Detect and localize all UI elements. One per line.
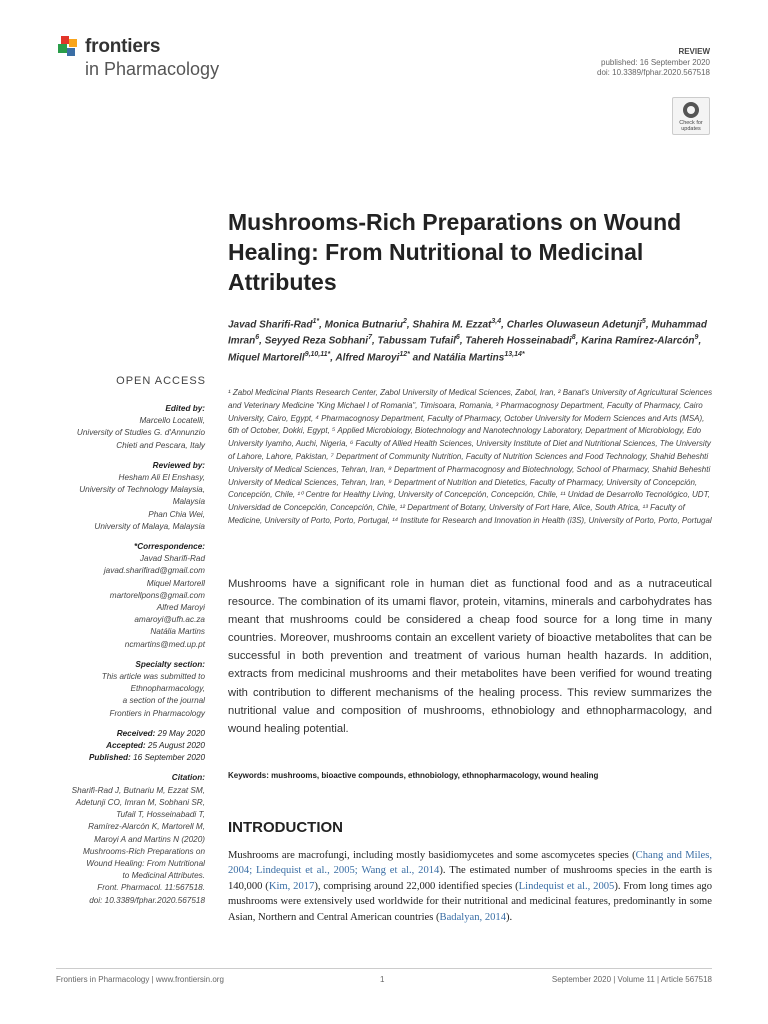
sidebar-line: University of Technology Malaysia, xyxy=(79,485,205,495)
footer-issue-info: September 2020 | Volume 11 | Article 567518 xyxy=(551,975,712,984)
author-name[interactable]: Monica Butnariu xyxy=(324,319,404,331)
check-updates-icon xyxy=(683,102,699,118)
citation-link[interactable]: Chang and Miles, 2004; Lindequist et al., 2005; Wang et al., 2014 xyxy=(228,850,712,877)
sidebar-line: Miquel Martorell xyxy=(146,578,205,588)
edited-by-list xyxy=(30,415,205,452)
author-name[interactable]: Miquel Martorell xyxy=(228,351,305,363)
keywords: Keywords: mushrooms, bioactive compounds, ethnobiology, ethnopharmacology, wound healing xyxy=(228,771,599,780)
correspondence-list xyxy=(30,553,205,651)
sidebar-line: Front. Pharmacol. 11:567518. xyxy=(97,883,205,893)
author-affiliation-mark: 5 xyxy=(641,318,646,325)
sidebar-line: Adetunji CO, Imran M, Sobhani SR, xyxy=(75,797,205,807)
article-doi: doi: 10.3389/fphar.2020.567518 xyxy=(597,68,710,77)
sidebar-line: martorellpons@gmail.com xyxy=(109,590,205,600)
author-name[interactable]: Seyyed Reza Sobhani xyxy=(264,335,369,347)
sidebar-line: Tufail T, Hosseinabadi T, xyxy=(116,810,205,820)
date-line xyxy=(30,728,205,740)
author-affiliation-mark: 3,4 xyxy=(491,318,502,325)
date-value: 29 May 2020 xyxy=(155,728,205,738)
section-heading-introduction: INTRODUCTION xyxy=(228,819,343,836)
sidebar-line: Frontiers in Pharmacology xyxy=(109,708,205,718)
citation-link[interactable]: Lindequist et al., 2005 xyxy=(518,880,615,892)
journal-name-line1: frontiers xyxy=(85,36,161,57)
sidebar-line: Chieti and Pescara, Italy xyxy=(116,440,205,450)
sidebar-line: University of Studies G. d'Annunzio xyxy=(76,428,205,438)
specialty-section-list xyxy=(30,671,205,720)
article-sidebar xyxy=(30,403,205,907)
author-name[interactable]: Charles Oluwaseun Adetunji xyxy=(506,319,642,331)
reviewed-by-label: Reviewed by: xyxy=(152,460,205,470)
author-affiliation-mark: 6 xyxy=(455,334,460,342)
intro-text: ). xyxy=(506,911,513,923)
author-name[interactable]: Muhammad Imran xyxy=(228,319,707,347)
sidebar-line: a section of the journal xyxy=(122,696,205,706)
sidebar-line: Javad Sharifi-Rad xyxy=(139,554,205,564)
date-value: 16 September 2020 xyxy=(130,753,205,763)
author-name[interactable]: Tabussam Tufail xyxy=(377,335,456,347)
date-line xyxy=(30,740,205,752)
author-name[interactable]: Shahira M. Ezzat xyxy=(412,319,492,331)
author-affiliation-mark: 6 xyxy=(255,334,260,342)
journal-logo[interactable] xyxy=(58,36,248,82)
date-label: Published: xyxy=(88,753,131,763)
reviewed-by-list xyxy=(30,472,205,533)
intro-text: ). The estimated number of mushrooms species in the earth is 140,000 ( xyxy=(228,865,712,892)
abstract: Mushrooms have a significant role in human diet as functional food and as a nutraceutical resource. The combination of its umami flavor, protein, vitamins, minerals and carbohydrates has meant that mushrooms could be considered a cheap food source for a long time in many countries. Moreover, mushrooms contain an excellent variety of bioactive metabolites that can be successful in both prevention and treatment of various human health hazards. In addition, extracts from medicinal mushrooms and their metabolites have been verified for wound treating with contribution to different mechanisms of the healing process. This review summarizes the nutritional value and composition of mushrooms, ethnobiology and ethnopharmacology, and wound healing potential. xyxy=(228,578,712,735)
author-affiliation-mark: 12* xyxy=(399,350,410,358)
author-affiliation-mark: 2 xyxy=(403,318,407,325)
sidebar-line: Ethnopharmacology, xyxy=(130,684,205,694)
author-name[interactable]: Alfred Maroyi xyxy=(335,351,400,363)
author-affiliation-mark: 9 xyxy=(694,334,699,342)
edited-by-label: Edited by: xyxy=(165,404,205,413)
author-affiliation-mark: 9,10,11* xyxy=(304,350,331,358)
sidebar-line: doi: 10.3389/fphar.2020.567518 xyxy=(89,895,205,905)
date-label: Accepted: xyxy=(106,741,146,751)
sidebar-line: Hesham Ali El Enshasy, xyxy=(118,473,205,483)
citation-link[interactable]: Kim, 2017 xyxy=(268,880,315,892)
author-affiliation-mark: 8 xyxy=(571,334,576,342)
author-affiliation-mark: 13,14* xyxy=(504,350,525,358)
date-label: Received: xyxy=(116,728,156,738)
footer-divider xyxy=(56,968,712,969)
sidebar-line: to Medicinal Attributes. xyxy=(122,871,205,881)
introduction-paragraph xyxy=(228,848,712,925)
intro-text: ). From long times ago mushrooms were extensively used worldwide for their nutritional and medicinal features, predominantly in some Asian, Northern and Central American countries ( xyxy=(228,880,713,923)
article-type: REVIEW xyxy=(678,47,710,56)
article-dates xyxy=(30,728,205,765)
footer-journal-link[interactable]: Frontiers in Pharmacology | www.frontiersin.org xyxy=(56,975,224,984)
author-name[interactable]: Tahereh Hosseinabadi xyxy=(465,335,572,347)
page-number: 1 xyxy=(380,975,385,984)
author-name[interactable]: Javad Sharifi-Rad xyxy=(228,319,313,331)
sidebar-line: Ramírez-Alarcón K, Martorell M, xyxy=(88,822,205,832)
author-name[interactable]: Karina Ramírez-Alarcón xyxy=(581,335,695,347)
citation-label: Citation: xyxy=(171,773,205,783)
sidebar-line: Mushrooms-Rich Preparations on xyxy=(83,846,205,856)
sidebar-line: Maroyi A and Martins N (2020) xyxy=(94,834,205,844)
intro-text: Mushrooms are macrofungi, including mostly basidiomycetes and some ascomycetes species ( xyxy=(228,850,636,861)
author-affiliation-mark: 1* xyxy=(312,318,320,325)
correspondence-label: *Correspondence: xyxy=(134,542,205,552)
sidebar-line: Malaysia xyxy=(172,497,205,507)
sidebar-line: University of Malaya, Malaysia xyxy=(94,521,205,531)
check-for-updates-badge[interactable] xyxy=(672,97,710,135)
date-line xyxy=(30,752,205,764)
author-name[interactable]: Natália Martins xyxy=(433,351,505,363)
article-meta xyxy=(597,47,710,79)
journal-name-line2: in Pharmacology xyxy=(85,59,220,79)
citation-link[interactable]: Badalyan, 2014 xyxy=(439,911,507,923)
affiliations: ¹ Zabol Medicinal Plants Research Center, Zabol University of Medical Sciences, Zabol, Iran, ² Banat's University of Agricultural Sciences and Veterinary Medicine "King Michael I of Romania", Timisoara, Romania, ³ Pharmacognosy Department, Faculty of Pharmacy, Cairo University, Cairo, Egypt, ⁴ Pharmacognosy Department, Faculty of Pharmacy, October University for Modern Sciences and Arts (MSA), 6th of October, Dokki, Egypt, ⁵ Applied Microbiology, Biotechnology and Nanotechnology Laboratory, Department of Microbiology, Edo University Iyamho, Auchi, Nigeria, ⁶ Faculty of Allied Health Sciences, University Institute of Diet and Nutritional Sciences, The University of Lahore, Lahore, Pakistan, ⁷ Department of Community Nutrition, Faculty of Nutrition Sciences and Food Technology, Shahid Beheshti University of Medical Sciences, Tehran, Iran, ⁸ Department of Pharmacognosy and Biotechnology, School of Pharmacy, Shahid Beheshti University of Medical Sciences, Tehran, Iran, ⁹ Department of Nutrition and Dietetics, Faculty of Pharmacy, University of Concepción, Concepción, Chile, ¹⁰ Centre for Healthy Living, University of Concepción, Concepción, Chile, ¹¹ Unidad de Desarrollo Tecnológico, UDT, Universidad de Concepción, Concepción, Chile, ¹² Department of Botany, University of Fort Hare, Alice, South Africa, ¹³ Faculty of Medicine, University of Porto, Porto, Portugal, ¹⁴ Institute for Research and Innovation in Health (i3S), University of Porto, Porto, Portugal xyxy=(228,388,713,525)
intro-text: ), comprising around 22,000 identified species ( xyxy=(314,880,519,892)
open-access-label: OPEN ACCESS xyxy=(116,375,206,387)
sidebar-line: javad.sharifirad@gmail.com xyxy=(103,566,205,576)
article-title: Mushrooms-Rich Preparations on Wound Healing: From Nutritional to Medicinal Attributes xyxy=(228,209,682,295)
sidebar-line: Wound Healing: From Nutritional xyxy=(86,858,205,868)
specialty-section-label: Specialty section: xyxy=(135,659,205,669)
author-affiliation-mark: 7 xyxy=(368,334,372,342)
sidebar-line: Phan Chia Wei, xyxy=(148,509,205,519)
sidebar-line: This article was submitted to xyxy=(101,672,205,682)
badge-label: Check for updates xyxy=(679,120,703,132)
sidebar-line: Marcello Locatelli, xyxy=(139,416,205,426)
author-list: Javad Sharifi-Rad$^{1*}$, Monica Butnariu$^2$, Shahira M. Ezzat$^{3,4}$, Charles Oluwaseun Adetunji$^5$, Muhammad Imran$^6$, Seyyed Reza Sobhani$^7$, Tabussam Tufail$^6$, Tahereh Hosseinabadi$^8$, Karina Ramírez-Alarcón$^9$, Miquel Martorell$^{9,10,11*}$, Alfred Maroyi$^{12*}$ and Natália Martins$^{13,14*}$ xyxy=(228,318,707,363)
frontiers-logo-icon xyxy=(58,36,80,60)
sidebar-line: Alfred Maroyi xyxy=(156,603,205,613)
sidebar-line: ncmartins@med.up.pt xyxy=(124,639,205,649)
sidebar-line: Natália Martins xyxy=(150,627,205,637)
published-date: published: 16 September 2020 xyxy=(601,57,710,67)
date-value: 25 August 2020 xyxy=(145,741,205,751)
citation-list xyxy=(30,785,205,907)
sidebar-line: amaroyi@ufh.ac.za xyxy=(134,615,205,625)
sidebar-line: Sharifi-Rad J, Butnariu M, Ezzat SM, xyxy=(71,785,205,795)
